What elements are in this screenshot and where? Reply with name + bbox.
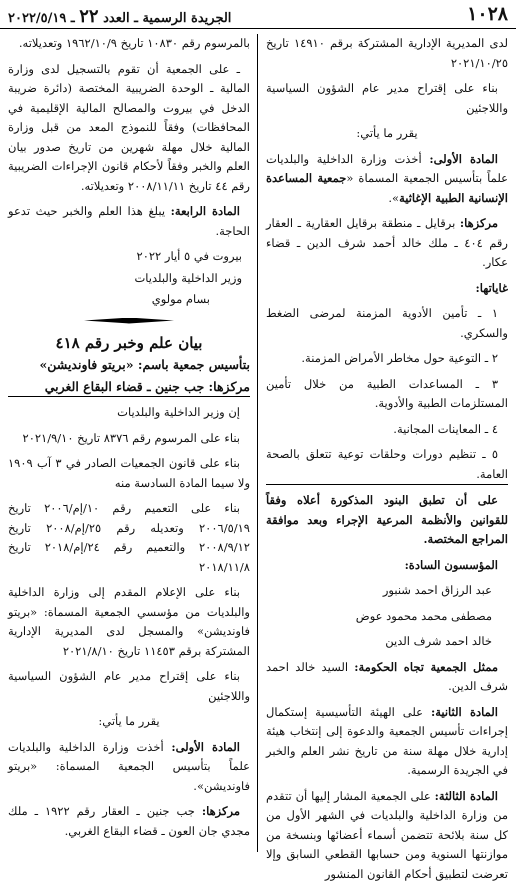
article-text: يبلغ هذا العلم والخبر حيث تدعو الحاجة. [8,204,250,238]
article-label: المادة الأولى: [429,152,498,166]
article-text: أخذت وزارة الداخلية والبلديات علماً بتأسيس الجمعية المسماة « [266,152,508,186]
left-column [8,34,250,852]
basis-item: بناء على إقتراح مدير عام الشؤون السياسية واللاجئين [8,667,250,706]
goal-item: ٥ ـ تنظيم دورات وحلقات توعية تتعلق بالصحة العامة. [266,445,508,485]
article-1 [8,738,250,797]
article-label: المادة الثالثة: [435,789,498,803]
article-1 [266,150,508,209]
article-text-end: ». [388,191,399,205]
goal-item: ٣ ـ المساعدات الطبية من خلال تأمين المستلزمات الطبية والأدوية. [266,375,508,414]
column-divider [257,34,258,852]
notice-subtitle: بتأسيس جمعية باسم: «بريتو فاونديشن» [8,355,250,375]
article-4 [8,202,250,241]
rep-text: السيد خالد احمد شرف الدين. [266,660,508,694]
paragraph: بالمرسوم رقم ١٠٨٣٠ تاريخ ١٩٦٢/١٠/٩ وتعديلاته. [8,34,250,54]
hq-label: مركزها: [202,804,240,818]
gazette-title [8,6,231,27]
founders-label: المؤسسون السادة: [266,556,508,576]
headquarters [8,802,250,841]
page-header [0,0,516,29]
founder-name: عبد الرزاق احمد شنبور [266,581,508,601]
article-label: المادة الثانية: [431,705,498,719]
article-text: على الهيئة التأسيسية إستكمال إجراءات تأسيس الجمعية والدعوة إلى إنتخاب هيئة إدارية خلال مهلة سنة من تاريخ نشر العلم والخبر في الجريدة الرسمية. [266,705,508,778]
issue-number: ٢٢ [79,6,98,27]
goals-label: غاياتها: [266,279,508,299]
article-2 [266,703,508,781]
condition-text: على أن تطبق البنود المذكورة أعلاه وفقاً للقوانين والأنظمة المرعية الإجراء وبعد موافقة المراجع المختصة. [266,491,508,550]
gazette-name: الجريدة الرسمية ـ العدد [103,11,231,26]
paragraph: ـ على الجمعية أن تقوم بالتسجيل لدى وزارة المالية ـ الوحدة الضريبية المختصة (دائرة ضريبة الدخل في بيروت والمصالح المالية الإقليمية في المحافظات) وفقاً للنموذج المعد من قبل وزارة المالية خلال مهلة شهرين من تاريخ صدور بيان العلم والخبر وفقاً لأحكام قانون الإجراءات الضريبية رقم ٤٤ تاريخ ٢٠٠٨/١١/١١ وتعديلاته. [8,60,250,197]
headquarters [266,214,508,273]
decides-heading: يقرر ما يأتي: [266,124,508,144]
basis-item: بناء على الإعلام المقدم إلى وزارة الداخلية والبلديات من مؤسسي الجمعية المسماة: «بريتو فاونديشن» والمسجل لدى المديرية الإدارية المشتركة برقم ١١٤٥٣ تاريخ ٢٠٢١/٨/١٠ [8,583,250,661]
page-number: ١٠٢٨ [467,3,508,25]
founder-name: مصطفى محمد محمود عوض [266,607,508,627]
hq-text: برقايل ـ منطقة برقايل العقارية ـ العقار رقم ٤٠٤ ـ ملك خالد أحمد شرف الدين ـ قضاء عكار. [266,216,508,269]
notice-title: بيان علم وخبر رقم ٤١٨ [8,334,250,354]
article-text: أخذت وزارة الداخلية والبلديات علماً بتأسيس الجمعية المسماة: «بريتو فاونديشن». [8,740,250,793]
place-date: بيروت في ٥ أيار ٢٠٢٢ [8,247,250,267]
association-name: جمعية المساعدة الإنسانية الطبية الإغاثية [266,171,508,205]
decides-heading: يقرر ما يأتي: [8,712,250,732]
hq-text: جب جنين ـ العقار رقم ١٩٢٢ ـ ملك مجدي جان العون ـ قضاء البقاع الغربي. [8,804,250,838]
signer-title: وزير الداخلية والبلديات [8,269,250,289]
article-label: المادة الرابعة: [171,204,240,218]
paragraph: لدى المديرية الإدارية المشتركة برقم ١٤٩١٠ تاريخ ٢٠٢١/١٠/٢٥ [266,34,508,73]
goal-item: ٢ ـ التوعية حول مخاطر الأمراض المزمنة. [266,349,508,369]
goal-item: ٤ ـ المعاينات المجانية. [266,420,508,440]
article-text: على الجمعية المشار إليها أن تتقدم من وزارة الداخلية والبلديات في الشهر الأول من كل سنة بلائحة تتضمن أسماء أعضائها وبنسخة من موازنتها السنوية ومن حسابها القطعي السابق وإلا تعرضت لتطبيق أحكام القانون المنشور [266,789,508,881]
issue-date: ـ ٢٠٢٢/٥/١٩ [8,11,75,26]
goal-item: ١ ـ تأمين الأدوية المزمنة لمرضى الضغط والسكري. [266,304,508,343]
basis-item: بناء على التعميم رقم ١٠/إم/٢٠٠٦ تاريخ ٢٠٠٦/٥/١٩ وتعديله رقم ٢٥/إم/٢٠٠٨ تاريخ ٢٠٠٨/٩/١٢ والتعميم رقم ٢٤/إم/٢٠١٨ تاريخ ٢٠١٨/١١/٨ [8,499,250,577]
signer-name: بسام مولوي [8,290,250,310]
paragraph: بناء على إقتراح مدير عام الشؤون السياسية واللاجئين [266,79,508,118]
article-label: المادة الأولى: [171,740,240,754]
basis-item: بناء على المرسوم رقم ٨٣٧٦ تاريخ ٢٠٢١/٩/١٠ [8,429,250,449]
founder-name: خالد احمد شرف الدين [266,632,508,652]
section-ornament [84,318,174,324]
hq-label: مركزها: [460,216,498,230]
article-3 [266,787,508,884]
right-column [266,34,508,852]
rep-label: ممثل الجمعية تجاه الحكومة: [354,660,498,674]
representative [266,658,508,697]
notice-hq: مركزها: جب جنين ـ قضاء البقاع الغربي [8,377,250,398]
basis-item: بناء على قانون الجمعيات الصادر في ٣ آب ١٩٠٩ ولا سيما المادة السادسة منه [8,454,250,493]
minister-line: إن وزير الداخلية والبلديات [8,403,250,423]
